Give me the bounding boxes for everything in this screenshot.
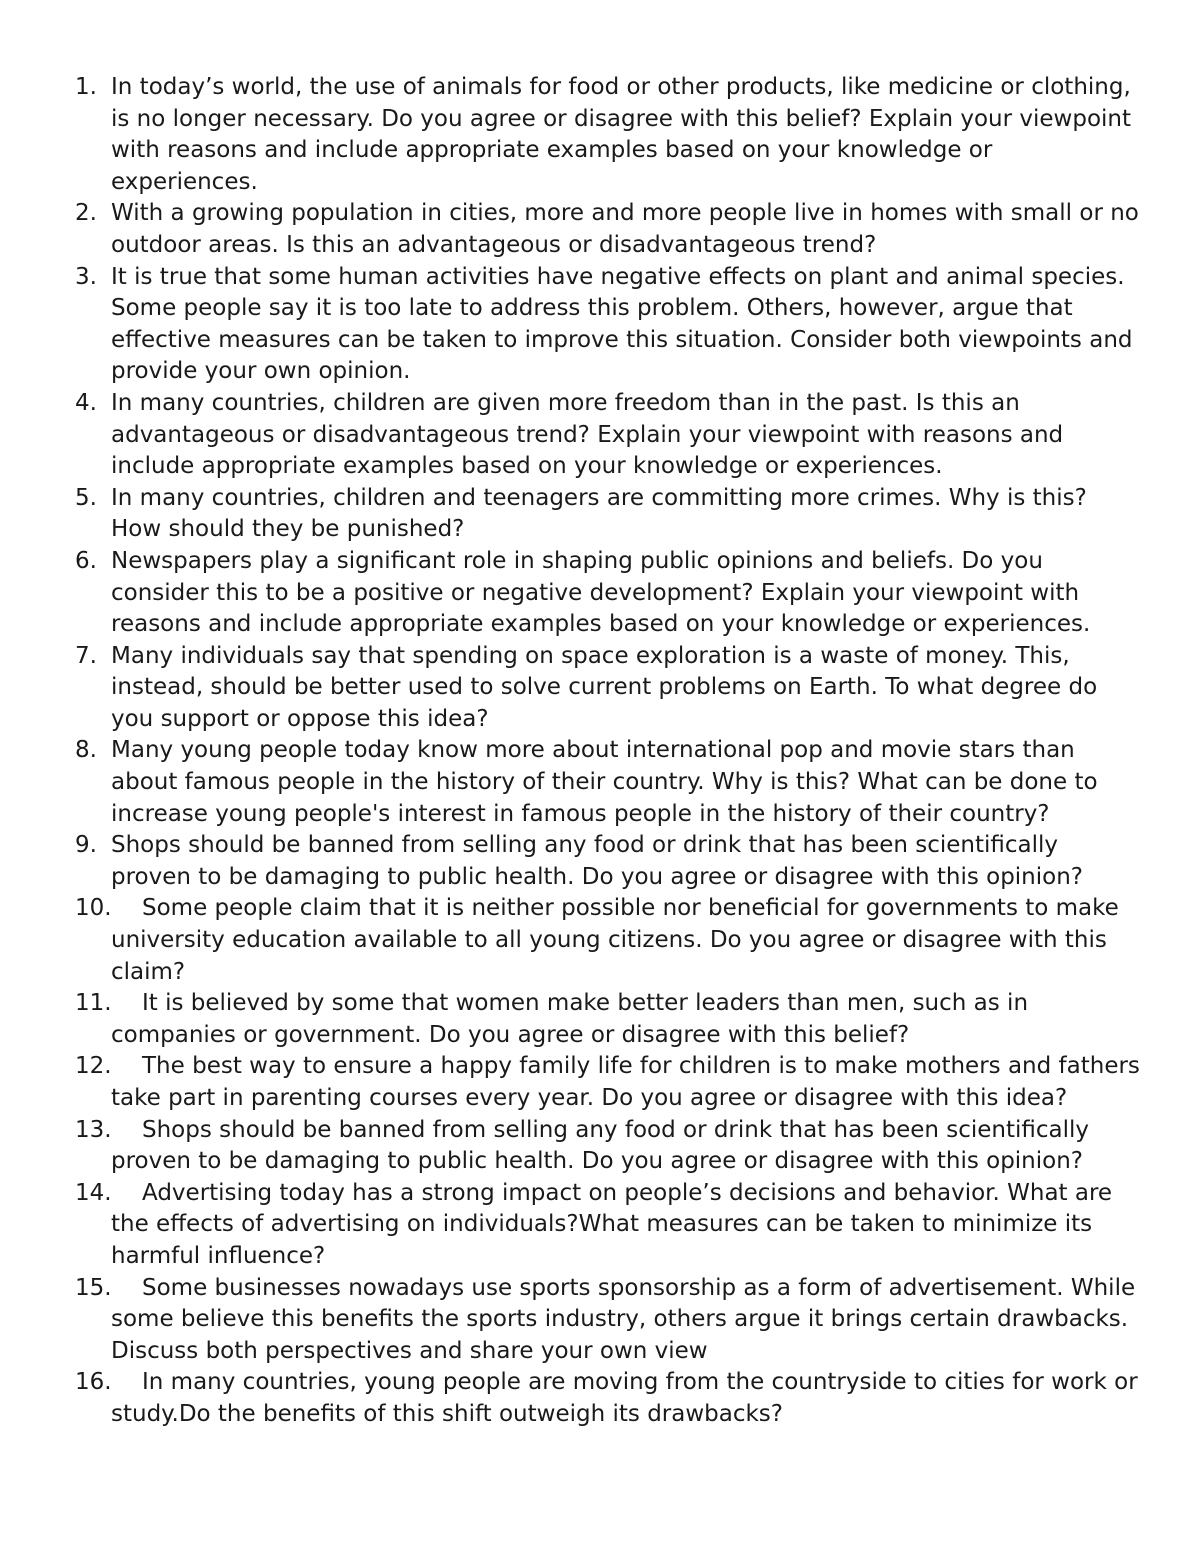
question-text [111, 893, 1140, 988]
list-number: 6. [75, 547, 97, 574]
question-text-content: Advertising today has a strong impact on people’s decisions and behavior. What are the effects of advertising on individuals?What measures can be taken to minimize its harmful influence? [111, 1179, 1113, 1269]
list-number: 12. [75, 1053, 112, 1080]
question-text-content: Some businesses nowadays use sports sponsorship as a form of advertisement. While some believe this benefits the sports industry, others argue it brings certain drawbacks. Discuss both perspectives and share your own view [111, 1274, 1136, 1364]
list-item [0, 1273, 1200, 1368]
question-text: In many countries, children are given more freedom than in the past. Is this an advantageous or disadvantageous trend? Explain your viewpoint with reasons and include appropriate examples based on your knowledge or experiences. [111, 389, 1064, 480]
question-text: It is true that some human activities have negative effects on plant and animal species. Some people say it is too late to address this problem. Others, however, argue that effective measures can be taken to improve this situation. Consider both viewpoints and provide your own opinion. [111, 263, 1133, 385]
question-text [111, 1178, 1140, 1273]
question-text [111, 1273, 1140, 1368]
list-number: 2. [75, 200, 97, 227]
list-item [0, 388, 1200, 483]
question-text: In today’s world, the use of animals for food or other products, like medicine or clothing, is no longer necessary. Do you agree or disagree with this belief? Explain your viewpoint with reasons and include appropriate examples based on your knowledge or experiences. [111, 74, 1132, 195]
question-text-content: Some people claim that it is neither possible nor beneficial for governments to make university education available to all young citizens. Do you agree or disagree with this claim? [111, 895, 1119, 985]
list-number: 5. [75, 484, 97, 511]
question-text-content: Shops should be banned from selling any food or drink that has been scientifically proven to be damaging to public health. Do you agree or disagree with this opinion? [111, 1116, 1090, 1175]
list-number: 4. [75, 389, 97, 416]
question-text: Many young people today know more about international pop and movie stars than about famous people in the history of their country. Why is this? What can be done to increase young people's interest in famous people in the history of their country? [111, 737, 1098, 827]
list-number: 8. [75, 737, 97, 764]
list-number: 1. [75, 74, 97, 100]
list-number: 10. [75, 895, 112, 922]
list-item [0, 1367, 1200, 1430]
list-number: 13. [75, 1116, 112, 1143]
question-text [111, 988, 1140, 1051]
question-text: Shops should be banned from selling any food or drink that has been scientifically proven to be damaging to public health. Do you agree or disagree with this opinion? [111, 832, 1084, 890]
list-item [0, 198, 1200, 261]
question-text [111, 1051, 1140, 1114]
list-number: 14. [75, 1179, 112, 1206]
list-item [0, 72, 1200, 198]
question-text: Many individuals say that spending on space exploration is a waste of money. This, instead, should be better used to solve current problems on Earth. To what degree do you support or oppose this idea? [111, 642, 1098, 732]
list-item [0, 1051, 1200, 1114]
list-item [0, 546, 1200, 641]
list-number: 3. [75, 263, 97, 290]
question-text: Newspapers play a significant role in shaping public opinions and beliefs. Do you consider this to be a positive or negative development? Explain your viewpoint with reasons and include appropriate examples based on your knowledge or experiences. [111, 547, 1091, 638]
question-text: In many countries, children and teenagers are committing more crimes. Why is this? How should they be punished? [111, 484, 1087, 543]
question-text [111, 1115, 1140, 1178]
list-item [0, 641, 1200, 736]
list-item [0, 735, 1200, 830]
question-text-content: The best way to ensure a happy family life for children is to make mothers and fathers take part in parenting courses every year. Do you agree or disagree with this idea? [111, 1053, 1140, 1111]
list-item [0, 988, 1200, 1051]
list-item [0, 483, 1200, 546]
question-text-content: In many countries, young people are moving from the countryside to cities for work or study.Do the benefits of this shift outweigh its drawbacks? [111, 1369, 1138, 1427]
question-text-content: It is believed by some that women make better leaders than men, such as in companies or government. Do you agree or disagree with this belief? [111, 990, 1029, 1048]
question-list [0, 72, 1200, 1431]
list-item [0, 830, 1200, 893]
list-number: 7. [75, 642, 97, 669]
list-item [0, 262, 1200, 388]
list-number: 16. [75, 1369, 112, 1396]
list-item [0, 1178, 1200, 1273]
list-number: 9. [75, 832, 97, 859]
question-text: With a growing population in cities, more and more people live in homes with small or no outdoor areas. Is this an advantageous or disadvantageous trend? [111, 200, 1139, 258]
list-item [0, 1115, 1200, 1178]
list-item [0, 893, 1200, 988]
question-text [111, 1367, 1140, 1430]
list-number: 15. [75, 1274, 112, 1301]
list-number: 11. [75, 990, 112, 1017]
